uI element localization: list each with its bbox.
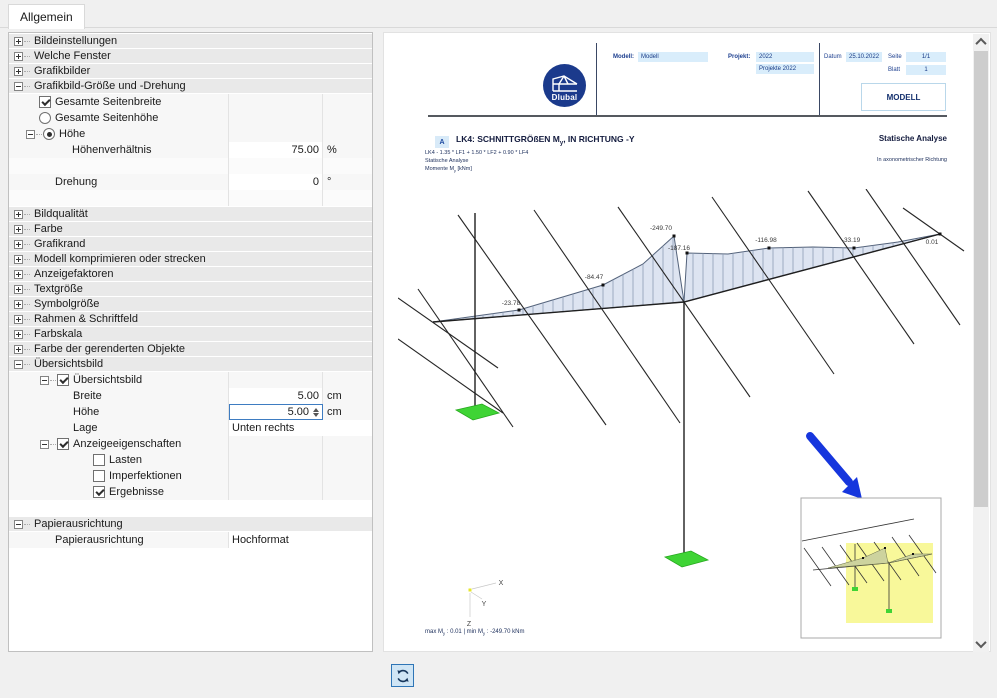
blatt-label: Blatt — [888, 67, 901, 73]
option-label: Ergebnisse — [109, 486, 165, 498]
tab-bar — [0, 0, 997, 28]
tree-dots — [24, 304, 30, 305]
moment-value: -116.98 — [755, 237, 777, 244]
row-hoehe-uebersicht — [9, 404, 372, 420]
option-label: Imperfektionen — [109, 470, 182, 482]
expand-icon[interactable] — [14, 37, 23, 46]
tree-category-papierausrichtung[interactable] — [9, 517, 372, 531]
tree-dots — [36, 134, 42, 135]
blatt-field: 1 — [906, 65, 946, 75]
category-label: Anzeigefaktoren — [34, 268, 114, 280]
property-label: Höhe — [73, 406, 100, 418]
combination-line: LK4 - 1.35 * LF1 + 1.50 * LF2 + 0.90 * LF4 — [425, 150, 529, 156]
expand-icon[interactable] — [14, 270, 23, 279]
tree-category-farbe[interactable] — [9, 222, 372, 236]
category-label: Bildeinstellungen — [34, 35, 118, 47]
datum-field: 25.10.2022 — [846, 52, 882, 62]
property-label: Papierausrichtung — [55, 534, 144, 546]
collapse-icon[interactable] — [14, 520, 23, 529]
property-label: Drehung — [55, 176, 98, 188]
checkbox-uebersichtsbild[interactable] — [57, 374, 69, 386]
tree-dots — [24, 229, 30, 230]
row-papierausrichtung — [9, 532, 372, 548]
spinner-down-icon[interactable] — [313, 413, 319, 417]
logo-wordmark: Dlubal — [551, 93, 578, 102]
radio-gesamte-seitenhoehe[interactable] — [39, 112, 51, 124]
left-support — [456, 404, 499, 420]
projekt-field: 2022 — [756, 52, 814, 62]
tree-dots — [24, 349, 30, 350]
expand-icon[interactable] — [14, 315, 23, 324]
dlubal-logo — [543, 64, 586, 107]
expand-icon[interactable] — [14, 67, 23, 76]
checkbox-ergebnisse[interactable] — [93, 486, 105, 498]
row-breite — [9, 388, 372, 404]
row-hoehe — [9, 126, 372, 142]
category-label: Farbe der gerenderten Objekte — [34, 343, 186, 355]
tree-category-anzeigefaktoren[interactable] — [9, 267, 372, 281]
hoehe-value-spinner[interactable]: 5.00 — [229, 404, 323, 420]
property-label: Höhenverhältnis — [72, 144, 152, 156]
option-label: Höhe — [59, 128, 86, 140]
tree-category-bildqualitaet[interactable] — [9, 207, 372, 221]
collapse-icon[interactable] — [14, 360, 23, 369]
vertical-scrollbar[interactable] — [973, 34, 989, 652]
header-divider — [819, 43, 820, 115]
spacer-row — [9, 190, 372, 206]
checkbox-anzeigeeigenschaften[interactable] — [57, 438, 69, 450]
hoehenverhaeltnis-value[interactable]: 75.00 — [229, 142, 323, 158]
tree-dots — [24, 86, 30, 87]
tree-dots — [24, 244, 30, 245]
category-label: Modell komprimieren oder strecken — [34, 253, 206, 265]
settings-tree-panel — [8, 32, 373, 652]
expand-icon[interactable] — [14, 300, 23, 309]
overview-thumbnail — [801, 498, 941, 638]
spacer-row — [9, 158, 372, 174]
tree-dots — [24, 56, 30, 57]
moment-value: -84.47 — [584, 274, 604, 281]
radio-hoehe[interactable] — [43, 128, 55, 140]
report-title: LK4: SCHNITTGRÖßEN $M_y$, IN RICHTUNG -Y — [456, 134, 635, 147]
expand-icon[interactable] — [14, 285, 23, 294]
moment-value: -249.70 — [649, 225, 673, 232]
moment-value: -23.78 — [501, 300, 521, 307]
category-label: Übersichtsbild — [34, 358, 104, 370]
bridge-truss-icon — [552, 75, 578, 93]
row-lasten — [9, 452, 372, 468]
checkbox-gesamte-seitenbreite[interactable] — [39, 96, 51, 108]
expand-icon[interactable] — [14, 345, 23, 354]
row-uebersichtsbild-check — [9, 372, 372, 388]
refresh-icon — [396, 669, 410, 683]
tree-category-welche-fenster[interactable] — [9, 49, 372, 63]
hoehenverhaeltnis-unit: % — [327, 144, 337, 156]
category-label: Welche Fenster — [34, 50, 111, 62]
tree-dots — [24, 364, 30, 365]
tree-dots — [50, 444, 56, 445]
moment-value: -33.19 — [841, 237, 861, 244]
spinner-up-icon[interactable] — [313, 408, 319, 412]
expand-icon[interactable] — [14, 240, 23, 249]
seite-field: 1/1 — [906, 52, 946, 62]
analysis-line: Statische Analyse — [425, 158, 469, 164]
expand-icon[interactable] — [14, 225, 23, 234]
moment-diagram-drawing — [398, 189, 968, 651]
spacer — [9, 500, 372, 516]
collapse-icon[interactable] — [40, 376, 49, 385]
result-line: Momente $M_y$ [kNm] — [425, 166, 472, 174]
direction-line: In axonometrischer Richtung — [876, 157, 947, 163]
rafter-lines — [398, 208, 964, 413]
breite-unit: cm — [327, 390, 342, 402]
tree-dots — [50, 380, 56, 381]
section-chip: A — [435, 136, 449, 148]
row-ergebnisse — [9, 484, 372, 500]
row-drehung — [9, 174, 372, 190]
expand-icon[interactable] — [14, 52, 23, 61]
projekt-label: Projekt: — [728, 54, 751, 60]
row-gesamte-seitenhoehe — [9, 110, 372, 126]
moment-value: -187.16 — [667, 245, 691, 252]
hoehe-unit: cm — [327, 406, 342, 418]
mini-support — [852, 587, 858, 591]
drehung-unit: ° — [327, 176, 332, 188]
row-hoehenverhaeltnis — [9, 142, 372, 158]
option-label: Übersichtsbild — [73, 374, 143, 386]
tree-dots — [24, 41, 30, 42]
modell-field: Modell — [638, 52, 708, 62]
tree-dots — [24, 274, 30, 275]
spinner-arrows[interactable] — [311, 405, 321, 419]
result-extremes: $\max M_y$ : 0.01 | $\min M_y$ : -249.70 kNm — [425, 629, 525, 637]
tree-dots — [24, 259, 30, 260]
print-preview-panel — [383, 32, 991, 652]
category-label: Textgröße — [34, 283, 83, 295]
papierausrichtung-value[interactable]: Hochformat — [229, 532, 372, 548]
refresh-preview-button[interactable] — [391, 664, 414, 687]
header-rule — [428, 115, 947, 117]
axis-z-label: Z — [466, 621, 472, 628]
category-label: Symbolgröße — [34, 298, 100, 310]
tree-dots — [24, 319, 30, 320]
tree-category-grafikbilder[interactable] — [9, 64, 372, 78]
header-divider — [596, 43, 597, 115]
category-label: Rahmen & Schriftfeld — [34, 313, 138, 325]
category-label: Farbskala — [34, 328, 83, 340]
expand-icon[interactable] — [14, 255, 23, 264]
chevron-down-icon — [975, 637, 986, 648]
coordinate-axes — [467, 580, 504, 628]
collapse-icon[interactable] — [14, 82, 23, 91]
tree-dots — [24, 289, 30, 290]
category-label: Grafikbild-Größe und -Drehung — [34, 80, 186, 92]
expand-icon[interactable] — [14, 210, 23, 219]
collapse-icon[interactable] — [26, 130, 35, 139]
drehung-value[interactable]: 0 — [229, 174, 323, 190]
tree-category-modell-komprimieren[interactable] — [9, 252, 372, 266]
property-label: Breite — [73, 390, 102, 402]
option-label: Gesamte Seitenbreite — [55, 96, 162, 108]
scrollbar-thumb[interactable] — [974, 51, 988, 507]
expand-icon[interactable] — [14, 330, 23, 339]
option-label: Lasten — [109, 454, 143, 466]
axis-x-label: X — [498, 580, 504, 587]
tree-category-grafikrand[interactable] — [9, 237, 372, 251]
category-label: Farbe — [34, 223, 63, 235]
category-label: Bildqualität — [34, 208, 88, 220]
datum-label: Datum — [824, 54, 842, 60]
axis-y-label: Y — [481, 601, 487, 608]
category-label: Papierausrichtung — [34, 518, 123, 530]
seite-label: Seite — [888, 54, 902, 60]
tree-category-grafikbild-groesse[interactable] — [9, 79, 372, 93]
checkbox-imperfektionen[interactable] — [93, 470, 105, 482]
tree-category-farbskala[interactable] — [9, 327, 372, 341]
tree-category-symbolgroesse[interactable] — [9, 297, 372, 311]
report-page — [398, 39, 968, 651]
purlin-lines — [418, 189, 960, 427]
tab-allgemein[interactable]: Allgemein — [8, 4, 85, 29]
modell-label: Modell: — [613, 54, 634, 60]
annotation-arrow — [810, 436, 862, 499]
chevron-up-icon — [975, 38, 986, 49]
row-imperfektionen — [9, 468, 372, 484]
right-support — [665, 551, 708, 567]
scroll-down-button[interactable] — [973, 636, 989, 652]
breite-value[interactable]: 5.00 — [229, 388, 323, 404]
tree-dots — [24, 524, 30, 525]
tree-dots — [24, 334, 30, 335]
scroll-up-button[interactable] — [973, 34, 989, 50]
tree-dots — [24, 71, 30, 72]
tree-category-farbe-gerenderte-objekte[interactable] — [9, 342, 372, 356]
moment-value: 0.01 — [925, 239, 939, 246]
category-label: Grafikrand — [34, 238, 86, 250]
property-label: Lage — [73, 422, 98, 434]
tree-category-rahmen-schriftfeld[interactable] — [9, 312, 372, 326]
mini-support — [886, 609, 892, 613]
collapse-icon[interactable] — [40, 440, 49, 449]
row-anzeigeeigenschaften — [9, 436, 372, 452]
option-label: Anzeigeeigenschaften — [73, 438, 182, 450]
report-title-right: Statische Analyse — [878, 134, 947, 143]
lage-value[interactable]: Unten rechts — [229, 420, 372, 436]
projekt-field-2: Projekte 2022 — [756, 64, 814, 74]
option-label: Gesamte Seitenhöhe — [55, 112, 159, 124]
checkbox-lasten[interactable] — [93, 454, 105, 466]
tree-dots — [24, 214, 30, 215]
modell-box: MODELL — [861, 83, 946, 111]
origin-marker — [469, 589, 472, 592]
row-gesamte-seitenbreite — [9, 94, 372, 110]
row-lage — [9, 420, 372, 436]
tree-category-textgroesse[interactable] — [9, 282, 372, 296]
category-label: Grafikbilder — [34, 65, 91, 77]
tree-category-bildeinstellungen[interactable] — [9, 34, 372, 48]
tree-category-uebersichtsbild[interactable] — [9, 357, 372, 371]
